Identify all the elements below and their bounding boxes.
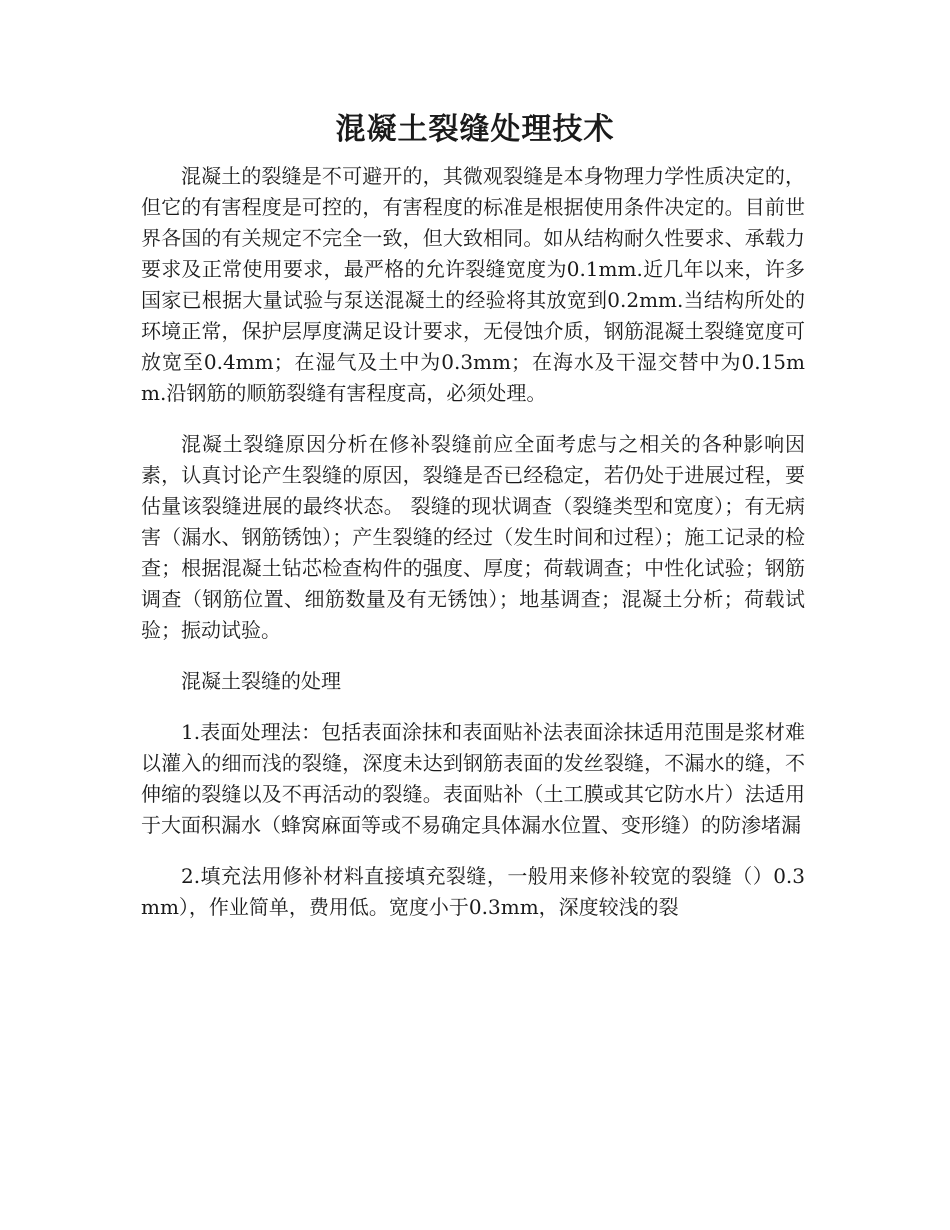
paragraph-cause-analysis: 混凝土裂缝原因分析在修补裂缝前应全面考虑与之相关的各种影响因素，认真讨论产生裂缝的原因，裂缝是否已经稳定，若仍处于进展过程，要估量该裂缝进展的最终状态。 裂缝的现状调查（裂缝类型和宽度）；有无病害（漏水、钢筋锈蚀）；产生裂缝的经过（发生时间和过程）；施工记录的检查；根据混凝土钻芯检查构件的强度、厚度；荷载调查；中性化试验；钢筋调查（钢筋位置、细筋数量及有无锈蚀）；地基调查；混凝土分析；荷载试验；振动试验。 [141,432,805,642]
paragraph-surface-treatment: 1.表面处理法：包括表面涂抹和表面贴补法表面涂抹适用范围是浆材难以灌入的细而浅的裂缝，深度未达到钢筋表面的发丝裂缝，不漏水的缝，不伸缩的裂缝以及不再活动的裂缝。表面贴补（土工膜或其它防水片）法适用于大面积漏水（蜂窝麻面等或不易确定具体漏水位置、变形缝）的防渗堵漏 [141,720,805,837]
paragraph-crack-tolerance: 混凝土的裂缝是不可避开的，其微观裂缝是本身物理力学性质决定的，但它的有害程度是可控的，有害程度的标准是根据使用条件决定的。目前世界各国的有关规定不完全一致，但大致相同。如从结构耐久性要求、承载力要求及正常使用要求，最严格的允许裂缝宽度为0.1mm.近几年以来，许多国家已根据大量试验与泵送混凝土的经验将其放宽到0.2mm.当结构所处的环境正常，保护层厚度满足设计要求，无侵蚀介质，钢筋混凝土裂缝宽度可放宽至0.4mm；在湿气及土中为0.3mm；在海水及干湿交替中为0.15mm.沿钢筋的顺筋裂缝有害程度高，必须处理。 [141,164,805,405]
section-heading-treatment: 混凝土裂缝的处理 [181,669,341,693]
document-title: 混凝土裂缝处理技术 [335,112,615,147]
document-body [141,161,805,943]
paragraph-filling-method: 2.填充法用修补材料直接填充裂缝，一般用来修补较宽的裂缝（）0.3mm），作业简单，费用低。宽度小于0.3mm，深度较浅的裂 [141,864,805,919]
